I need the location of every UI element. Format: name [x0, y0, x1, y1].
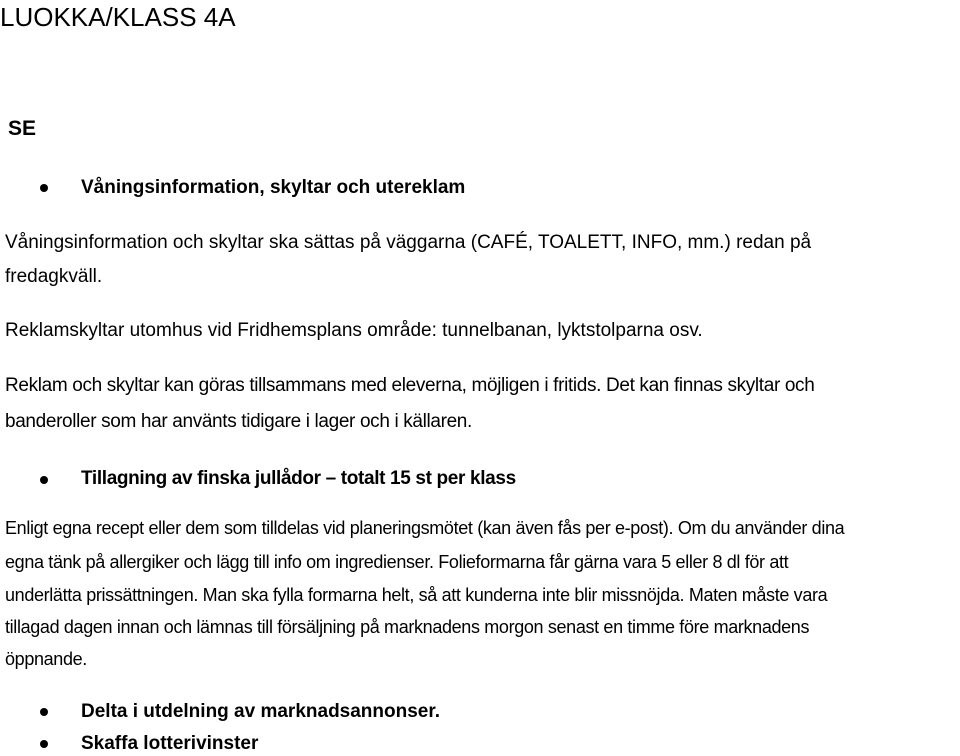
paragraph-line: banderoller som har använts tidigare i lager och i källaren.	[5, 411, 472, 432]
paragraph-line: Våningsinformation och skyltar ska sättas på väggarna (CAFÉ, TOALETT, INFO, mm.) redan på	[5, 232, 812, 253]
paragraph-line: öppnande.	[5, 649, 87, 669]
paragraph-line: underlätta prissättningen. Man ska fylla formarna helt, så att kunderna inte blir missnöjda. Maten måste vara	[5, 585, 828, 605]
paragraph-line: Reklamskyltar utomhus vid Fridhemsplans område: tunnelbanan, lyktstolparna osv.	[5, 320, 703, 341]
bullet-icon	[40, 184, 48, 192]
paragraph-line: tillagad dagen innan och lämnas till försäljning på marknadens morgon senast en timme före marknadens	[5, 617, 810, 637]
section-heading: SE	[8, 117, 37, 140]
bullet-item-2: Tillagning av finska jullådor – totalt 15 st per klass	[81, 468, 516, 489]
paragraph-line: Reklam och skyltar kan göras tillsammans med eleverna, möjligen i fritids. Det kan finnas skyltar och	[5, 375, 815, 396]
bullet-icon	[40, 476, 48, 484]
bullet-item-3: Delta i utdelning av marknadsannonser.	[81, 701, 440, 722]
bullet-item-4: Skaffa lotterivinster	[81, 733, 259, 754]
paragraph-line: Enligt egna recept eller dem som tilldelas vid planeringsmötet (kan även fås per e-post). Om du använder dina	[5, 518, 845, 538]
bullet-icon	[40, 708, 48, 716]
page-title: LUOKKA/KLASS 4A	[0, 2, 236, 32]
paragraph-line: egna tänk på allergiker och lägg till info om ingredienser. Folieformarna får gärna vara 5 eller 8 dl för att	[5, 552, 789, 572]
bullet-item-1: Våningsinformation, skyltar och utereklam	[81, 177, 466, 198]
paragraph-line: fredagkväll.	[5, 266, 103, 287]
bullet-icon	[40, 740, 48, 748]
